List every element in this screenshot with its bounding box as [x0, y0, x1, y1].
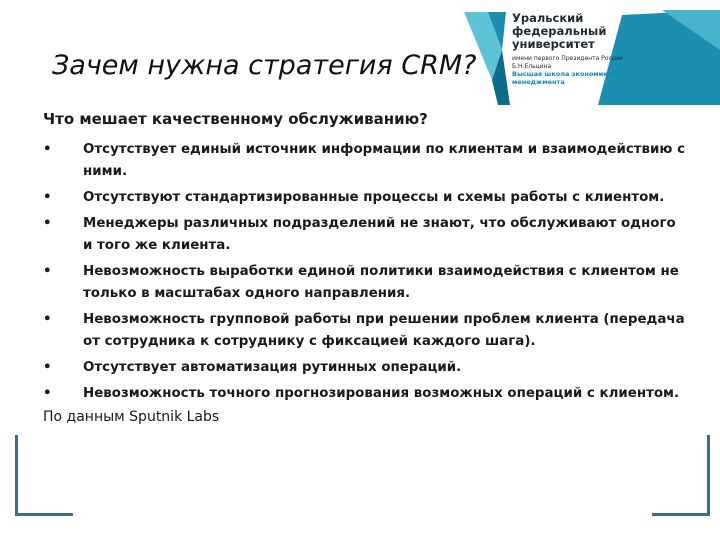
list-item-text: Менеджеры различных подразделений не знают, что обслуживают одного и того же клиента.: [83, 216, 676, 253]
frame-corner-right: [652, 435, 710, 516]
bullet-icon: •: [43, 360, 52, 375]
list-item: [43, 261, 688, 305]
list-item: [43, 139, 688, 183]
bullet-icon: •: [43, 312, 52, 327]
university-name: Уральский федеральный университет: [512, 11, 607, 51]
question-heading: Что мешает качественному обслуживанию?: [43, 110, 428, 128]
logo-text: [512, 12, 662, 86]
list-item: [43, 357, 688, 379]
list-item-text: Невозможность групповой работы при решении проблем клиента (передача от сотрудника к сотруднику с фиксацией каждого шага).: [83, 312, 685, 349]
list-item-text: Отсутствуют стандартизированные процессы и схемы работы с клиентом.: [83, 190, 665, 205]
institute-name: имени первого Президента России Б.Н.Ельцина: [512, 55, 623, 70]
list-item-text: Отсутствует единый источник информации по клиентам и взаимодействию с ними.: [83, 142, 686, 179]
bullet-icon: •: [43, 264, 52, 279]
frame-corner-left: [15, 435, 73, 516]
slide-content: [43, 110, 688, 425]
list-item: [43, 187, 688, 209]
source-note: По данным Sputnik Labs: [43, 409, 220, 425]
bullet-icon: •: [43, 142, 52, 157]
issues-list: [43, 139, 688, 405]
school-name: Высшая школа экономики и менеджмента: [512, 70, 619, 86]
university-logo: [462, 10, 720, 110]
list-item: [43, 309, 688, 353]
list-item: [43, 213, 688, 257]
bullet-icon: •: [43, 216, 52, 231]
bullet-icon: •: [43, 386, 52, 401]
list-item-text: Отсутствует автоматизация рутинных операций.: [83, 360, 462, 375]
list-item-text: Невозможность выработки единой политики взаимодействия с клиентом не только в масштабах одного направления.: [83, 264, 679, 301]
bullet-icon: •: [43, 190, 52, 205]
list-item-text: Невозможность точного прогнозирования возможных операций с клиентом.: [83, 386, 680, 401]
slide-title: Зачем нужна стратегия CRM?: [52, 50, 477, 81]
list-item: [43, 383, 688, 405]
